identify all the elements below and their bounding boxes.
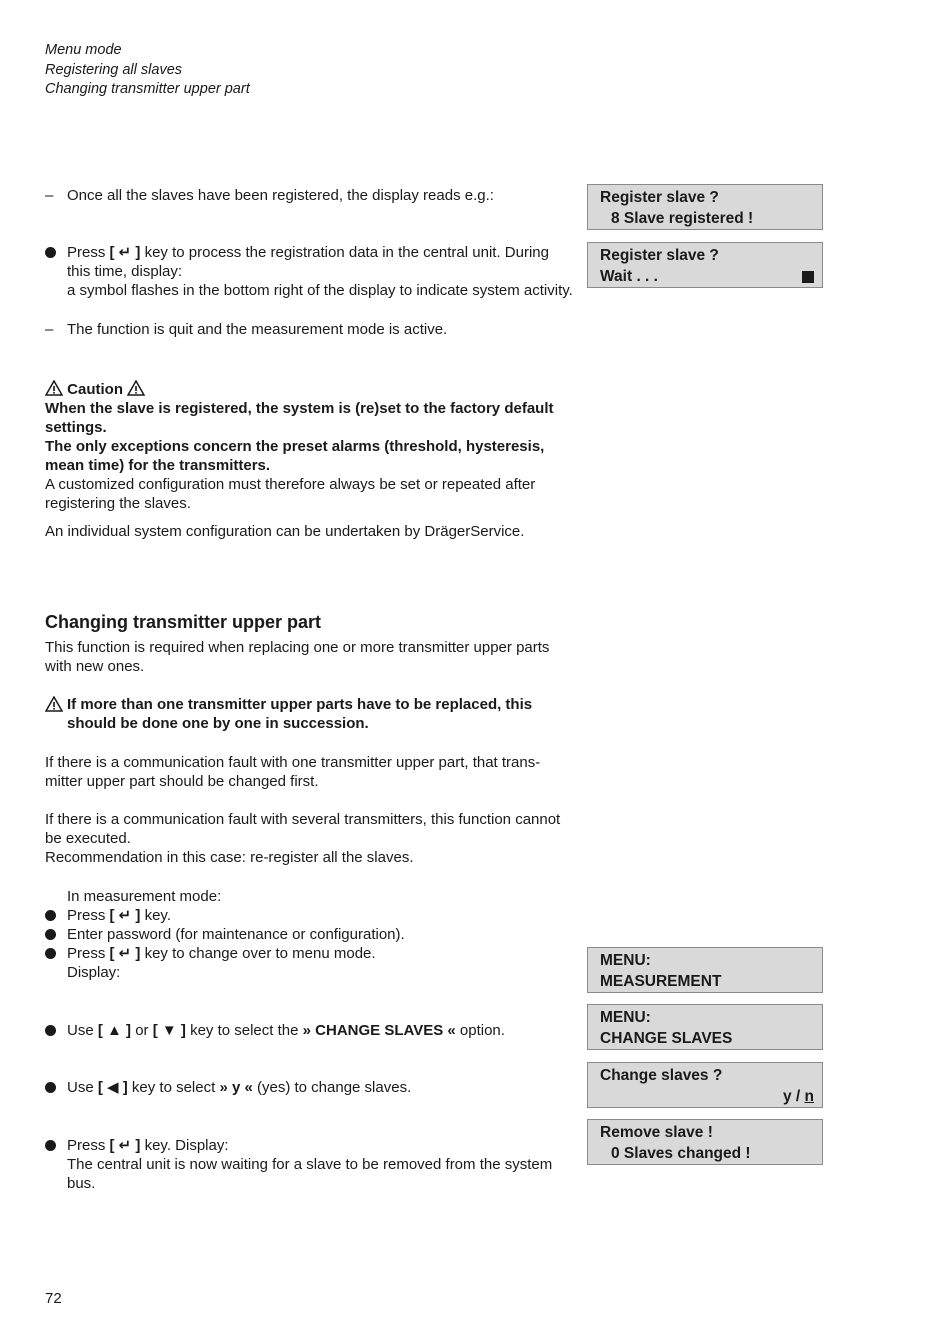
display-change-slaves-prompt <box>587 1062 823 1108</box>
caution-bold-2: The only exceptions concern the preset alarms (threshold, hysteresis, mean time) for the transmitters. <box>45 438 545 474</box>
dash-text: Once all the slaves have been registered, the display reads e.g.: <box>67 187 494 204</box>
section-heading: Changing transmitter upper part <box>45 612 322 632</box>
activity-square-icon <box>802 271 814 283</box>
display-line-2: y / n <box>782 1087 814 1105</box>
return-key-label: [ ↵ ] <box>109 1137 141 1154</box>
down-key-label: [ ▼ ] <box>152 1022 186 1039</box>
caution-label: Caution <box>67 381 123 398</box>
display-line-1: MENU: <box>600 1009 651 1026</box>
bullet-marker <box>45 944 67 964</box>
return-key-label: [ ↵ ] <box>109 907 141 924</box>
caution-title <box>45 380 575 399</box>
warning-text: If more than one transmitter upper parts have to be replaced, this should be done one by one in succession. <box>67 696 533 732</box>
page-number: 72 <box>45 1290 62 1307</box>
para-one-fault: If there is a communication fault with one transmitter upper part, that trans-mitter upper part should be changed first. <box>45 754 541 790</box>
dash-marker: – <box>45 187 54 204</box>
display-line-1: Register slave ? <box>600 189 719 206</box>
display-line-2: MEASUREMENT <box>600 972 722 990</box>
step-press-return: Press [ ↵ ] key. <box>45 906 575 925</box>
bullet-marker <box>45 906 67 926</box>
section-intro: This function is required when replacing one or more transmitter upper parts with new ones. <box>45 639 550 675</box>
display-line-2: 8 Slave registered ! <box>611 209 754 227</box>
caution-block <box>45 380 575 541</box>
display-menu-change-slaves <box>587 1004 823 1050</box>
step-select-yes: Use [ ◀ ] key to select » y « (yes) to change slaves. <box>45 1078 575 1097</box>
para-recommendation: Recommendation in this case: re-register all the slaves. <box>45 849 414 866</box>
display-wait <box>587 242 823 288</box>
bullet-marker <box>45 243 67 263</box>
bullet-marker <box>45 1136 67 1156</box>
step-select-option: Use [ ▲ ] or [ ▼ ] key to select the » CHANGE SLAVES « option. <box>45 1021 575 1040</box>
warning-icon <box>127 380 145 396</box>
warning-note <box>45 695 575 733</box>
warning-icon <box>45 696 63 712</box>
up-key-label: [ ▲ ] <box>97 1022 132 1039</box>
dash-item-registered <box>45 186 575 205</box>
dash-item-quit <box>45 320 575 339</box>
display-line-1: MENU: <box>600 952 651 969</box>
dash-marker: – <box>45 321 54 338</box>
header-line-registering: Registering all slaves <box>45 61 183 78</box>
display-menu-measurement <box>587 947 823 993</box>
option-change-slaves: » CHANGE SLAVES « <box>302 1022 456 1039</box>
caution-normal-2: An individual system configuration can be undertaken by DrägerService. <box>45 523 525 540</box>
display-line-1: Change slaves ? <box>600 1067 723 1084</box>
warning-icon <box>45 380 63 396</box>
header-line-changing: Changing transmitter upper part <box>45 81 250 97</box>
option-yes: » y « <box>219 1079 253 1096</box>
return-key-label: [ ↵ ] <box>109 244 141 261</box>
para-several-faults: If there is a communication fault with several transmitters, this function cannot be executed. <box>45 811 561 847</box>
display-line-2: 0 Slaves changed ! <box>611 1144 751 1162</box>
display-line-2: CHANGE SLAVES <box>600 1029 733 1047</box>
dash-text: The function is quit and the measurement mode is active. <box>67 321 448 338</box>
display-line-2: Wait . . . <box>600 267 816 288</box>
step-press-display: Press [ ↵ ] key. Display: The central unit is now waiting for a slave to be removed from the system bus. <box>45 1136 575 1193</box>
bullet-item-process <box>45 243 575 300</box>
display-remove-slave <box>587 1119 823 1165</box>
display-line-1: Remove slave ! <box>600 1124 713 1141</box>
bullet-text-line2: a symbol flashes in the bottom right of the display to indicate system activity. <box>67 282 573 299</box>
bullet-text-pre: Press <box>67 244 106 261</box>
bullet-marker <box>45 1021 67 1041</box>
return-key-label: [ ↵ ] <box>109 945 141 962</box>
option-n: n <box>804 1087 814 1105</box>
display-registered <box>587 184 823 230</box>
bullet-marker <box>45 925 67 945</box>
steps-intro: In measurement mode: <box>67 888 222 905</box>
step-menu-mode: Press [ ↵ ] key to change over to menu mode. Display: <box>45 944 575 982</box>
option-y: y <box>782 1087 792 1105</box>
display-line-1: Register slave ? <box>600 247 719 264</box>
bullet-text-post: key to process the registration data in the central unit. During this time, display: <box>67 244 549 280</box>
caution-bold-1: When the slave is registered, the system is (re)set to the factory default settings. <box>45 400 554 436</box>
left-key-label: [ ◀ ] <box>97 1079 128 1096</box>
running-header <box>45 41 250 100</box>
bullet-marker <box>45 1078 67 1098</box>
caution-normal-1: A customized configuration must therefore always be set or repeated after registering the slaves. <box>45 476 536 512</box>
header-line-menu-mode: Menu mode <box>45 42 122 58</box>
step-enter-password: Enter password (for maintenance or configuration). <box>45 925 575 944</box>
